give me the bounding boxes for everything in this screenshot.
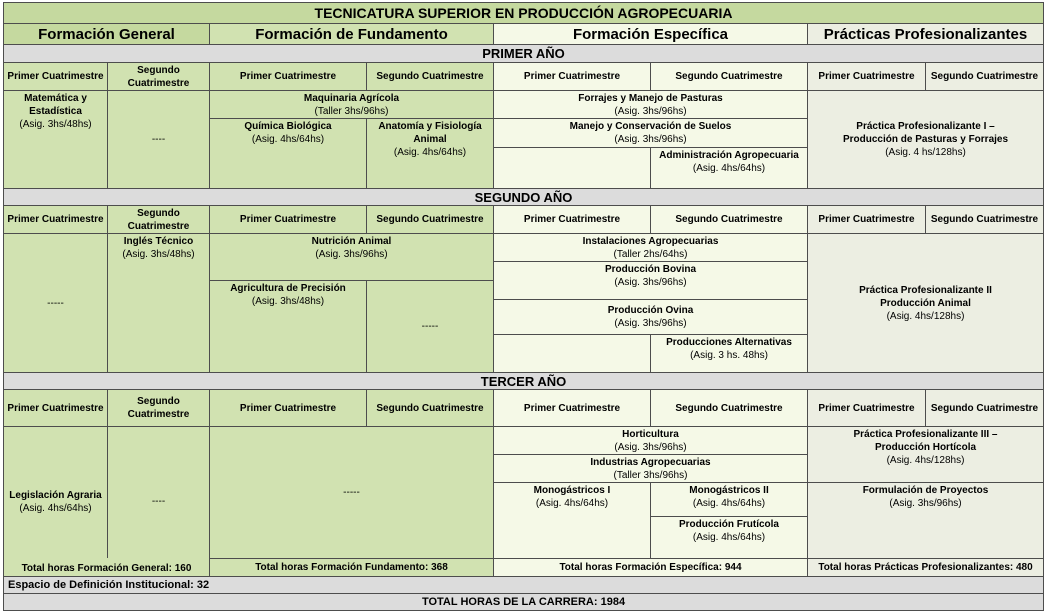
- subject-hours: (Asig. 4hs/64hs): [19, 502, 92, 514]
- subject-name: Legislación Agraria: [9, 489, 102, 501]
- table-title: [3, 2, 1044, 24]
- year-header-2: [3, 188, 1044, 206]
- semester-label: Segundo Cuatrimestre: [127, 64, 190, 89]
- subject-hours: (Taller 3hs/96hs): [314, 106, 389, 117]
- subject-legislacion: [3, 426, 108, 577]
- semester-label: Segundo Cuatrimestre: [675, 71, 783, 82]
- year-header-1: [3, 44, 1044, 63]
- semester-header: [493, 389, 651, 427]
- subject-fruticola: [650, 516, 808, 559]
- subject-administracion: [650, 147, 808, 189]
- semester-header: [3, 389, 108, 427]
- subject-hours: (Asig. 3hs/96hs): [614, 277, 687, 288]
- subject-hours: (Asig. 3hs/48hs): [19, 119, 92, 130]
- title-text: TECNICATURA SUPERIOR EN PRODUCCIÓN AGROPECUARIA: [314, 4, 733, 21]
- area-header-especifica: [493, 23, 808, 45]
- semester-label: Primer Cuatrimestre: [523, 214, 621, 225]
- semester-label: Segundo Cuatrimestre: [930, 71, 1039, 82]
- empty-cell: [107, 90, 210, 189]
- semester-label: Segundo Cuatrimestre: [675, 402, 783, 414]
- empty-mark: -----: [47, 297, 64, 309]
- espacio-label: Espacio de Definición Institucional: 32: [8, 578, 210, 591]
- subject-hours: (Taller 2hs/64hs): [613, 249, 688, 260]
- subject-hours: (Asig. 4 hs/128hs): [885, 147, 966, 158]
- total-label: Total horas Formación Específica: 944: [559, 562, 742, 573]
- semester-label: Segundo Cuatrimestre: [930, 402, 1039, 414]
- semester-label: Primer Cuatrimestre: [523, 402, 621, 414]
- subject-name: Producciones Alternativas: [666, 337, 792, 348]
- subject-name: Forrajes y Manejo de Pasturas: [578, 93, 723, 104]
- subject-hours: (Asig. 4hs/64hs): [251, 134, 325, 145]
- subject-forrajes: [493, 90, 808, 119]
- subject-name: Manejo y Conservación de Suelos: [569, 121, 732, 132]
- semester-header: [366, 389, 494, 427]
- year-label: SEGUNDO AÑO: [474, 189, 573, 205]
- subject-hours: (Asig. 3hs/96hs): [315, 249, 388, 260]
- empty-cell: [493, 147, 651, 189]
- subject-name: Monogástricos I: [533, 485, 611, 496]
- subject-hours: (Asig. 3hs/48hs): [122, 249, 195, 260]
- subject-name: Instalaciones Agropecuarias: [582, 236, 719, 247]
- subject-agricultura: [209, 280, 367, 373]
- semester-label: Segundo Cuatrimestre: [376, 214, 484, 225]
- empty-mark: ----: [151, 134, 166, 145]
- empty-cell: [366, 280, 494, 373]
- semester-label: Segundo Cuatrimestre: [675, 214, 783, 225]
- year-header-3: [3, 372, 1044, 390]
- total-carrera-label: TOTAL HORAS DE LA CARRERA: 1984: [421, 595, 626, 608]
- subject-hours: (Asig. 3hs/96hs): [614, 106, 687, 117]
- subject-name: Química Biológica: [244, 121, 332, 132]
- subject-hours: (Taller 3hs/96hs): [613, 470, 688, 481]
- subject-practica-2: [807, 233, 1044, 373]
- subject-name: Formulación de Proyectos: [862, 485, 989, 496]
- semester-header: [366, 205, 494, 234]
- empty-mark: -----: [421, 321, 439, 332]
- subject-name: Práctica Profesionalizante III – Producción Hortícola: [853, 429, 998, 453]
- semester-header: [807, 62, 926, 91]
- subject-name: Práctica Profesionalizante II Producción Animal: [859, 284, 992, 309]
- subject-hours: (Asig. 4hs/128hs): [886, 310, 965, 322]
- subject-hours: (Asig. 4hs/64hs): [692, 163, 766, 174]
- subject-name: Agricultura de Precisión: [230, 283, 346, 294]
- semester-label: Primer Cuatrimestre: [818, 402, 915, 414]
- subject-name: Inglés Técnico: [123, 236, 194, 247]
- semester-label: Primer Cuatrimestre: [818, 71, 915, 82]
- subject-hours: (Asig. 3hs/96hs): [614, 442, 687, 453]
- subject-name: Producción Ovina: [607, 305, 694, 316]
- subject-practica-1: [807, 90, 1044, 189]
- empty-cell: [493, 334, 651, 373]
- semester-header: [925, 389, 1044, 427]
- semester-label: Primer Cuatrimestre: [523, 71, 621, 82]
- subject-hours: (Asig. 4hs/64hs): [535, 498, 609, 509]
- subject-industrias: [493, 454, 808, 483]
- area-header-general: [3, 23, 210, 45]
- subject-name: Administración Agropecuaria: [659, 150, 799, 161]
- subject-name: Horticultura: [622, 429, 679, 440]
- subject-name: Producción Frutícola: [678, 519, 779, 530]
- subject-hours: (Asig. 3hs/96hs): [614, 318, 687, 329]
- empty-mark: -----: [343, 487, 360, 498]
- semester-label: Primer Cuatrimestre: [7, 402, 104, 414]
- semester-header: [209, 205, 367, 234]
- subject-name: Práctica Profesionalizante I – Producción de Pasturas y Forrajes: [842, 121, 1009, 145]
- subject-monogastricos-2: [650, 482, 808, 517]
- total-label: Total horas Formación Fundamento: 368: [255, 562, 448, 573]
- espacio-definicion: [3, 576, 1044, 594]
- year-label: PRIMER AÑO: [482, 46, 565, 61]
- area-label: Formación Específica: [572, 25, 729, 43]
- semester-label: Primer Cuatrimestre: [818, 214, 915, 225]
- year-label: TERCER AÑO: [480, 373, 567, 389]
- semester-label: Segundo Cuatrimestre: [127, 207, 190, 232]
- subject-matematica: [3, 90, 108, 189]
- subject-nutricion: [209, 233, 494, 281]
- subject-monogastricos-1: [493, 482, 651, 559]
- subject-name: Maquinaria Agrícola: [303, 93, 400, 104]
- total-label: Total horas Prácticas Profesionalizantes: 480: [818, 562, 1033, 573]
- area-header-fundamento: [209, 23, 494, 45]
- subject-name: Anatomía y Fisiología Animal: [378, 121, 482, 145]
- semester-label: Segundo Cuatrimestre: [930, 214, 1039, 225]
- semester-header: [366, 62, 494, 91]
- empty-mark: ----: [151, 496, 166, 507]
- semester-header: [807, 205, 926, 234]
- semester-label: Primer Cuatrimestre: [239, 214, 337, 225]
- semester-header: [650, 62, 808, 91]
- total-label: Total horas Formación General: 160: [21, 563, 192, 574]
- subject-bovina: [493, 261, 808, 300]
- subject-instalaciones: [493, 233, 808, 262]
- semester-label: Primer Cuatrimestre: [7, 214, 104, 225]
- subject-alternativas: [650, 334, 808, 373]
- subject-hours: (Asig. 4hs/64hs): [692, 498, 766, 509]
- total-general: [3, 558, 210, 577]
- area-header-practicas: [807, 23, 1044, 45]
- subject-hours: (Asig. 3 hs. 48hs): [690, 350, 768, 361]
- semester-header: [209, 62, 367, 91]
- area-label: Prácticas Profesionalizantes: [823, 25, 1028, 43]
- subject-hours: (Asig. 4hs/128hs): [886, 455, 965, 466]
- subject-name: Monogástricos II: [689, 485, 769, 496]
- semester-label: Segundo Cuatrimestre: [376, 71, 484, 82]
- semester-label: Segundo Cuatrimestre: [376, 402, 484, 414]
- semester-header: [493, 205, 651, 234]
- semester-header: [925, 205, 1044, 234]
- semester-header: [209, 389, 367, 427]
- semester-header: [107, 205, 210, 234]
- subject-horticultura: [493, 426, 808, 455]
- subject-name: Industrias Agropecuarias: [590, 457, 711, 468]
- semester-header: [493, 62, 651, 91]
- total-carrera: [3, 593, 1044, 611]
- semester-header: [107, 389, 210, 427]
- semester-label: Primer Cuatrimestre: [239, 402, 337, 414]
- subject-quimica: [209, 118, 367, 189]
- semester-label: Primer Cuatrimestre: [239, 71, 337, 82]
- subject-hours: (Asig. 4hs/64hs): [393, 147, 467, 158]
- subject-maquinaria: [209, 90, 494, 119]
- semester-header: [650, 205, 808, 234]
- subject-hours: (Asig. 4hs/64hs): [692, 532, 766, 543]
- total-fundamento: [209, 558, 494, 577]
- subject-practica-3: [807, 426, 1044, 483]
- subject-hours: (Asig. 3hs/48hs): [251, 296, 325, 307]
- semester-header: [925, 62, 1044, 91]
- subject-name: Matemática y Estadística: [24, 93, 87, 117]
- subject-hours: (Asig. 3hs/96hs): [889, 498, 962, 509]
- empty-cell: [107, 426, 210, 577]
- subject-hours: (Asig. 3hs/96hs): [614, 134, 687, 145]
- semester-header: [3, 62, 108, 91]
- subject-name: Producción Bovina: [604, 264, 697, 275]
- subject-ovina: [493, 299, 808, 335]
- empty-cell: [209, 426, 494, 559]
- total-practicas: [807, 558, 1044, 577]
- semester-header: [107, 62, 210, 91]
- subject-anatomia: [366, 118, 494, 189]
- subject-proyectos: [807, 482, 1044, 559]
- subject-suelos: [493, 118, 808, 148]
- semester-label: Primer Cuatrimestre: [7, 71, 104, 82]
- semester-header: [807, 389, 926, 427]
- semester-header: [3, 205, 108, 234]
- empty-cell: [3, 233, 108, 373]
- area-label: Formación General: [38, 25, 175, 43]
- total-especifica: [493, 558, 808, 577]
- semester-label: Segundo Cuatrimestre: [127, 396, 190, 420]
- subject-ingles: [107, 233, 210, 373]
- subject-name: Nutrición Animal: [311, 236, 392, 247]
- area-label: Formación de Fundamento: [255, 25, 448, 43]
- semester-header: [650, 389, 808, 427]
